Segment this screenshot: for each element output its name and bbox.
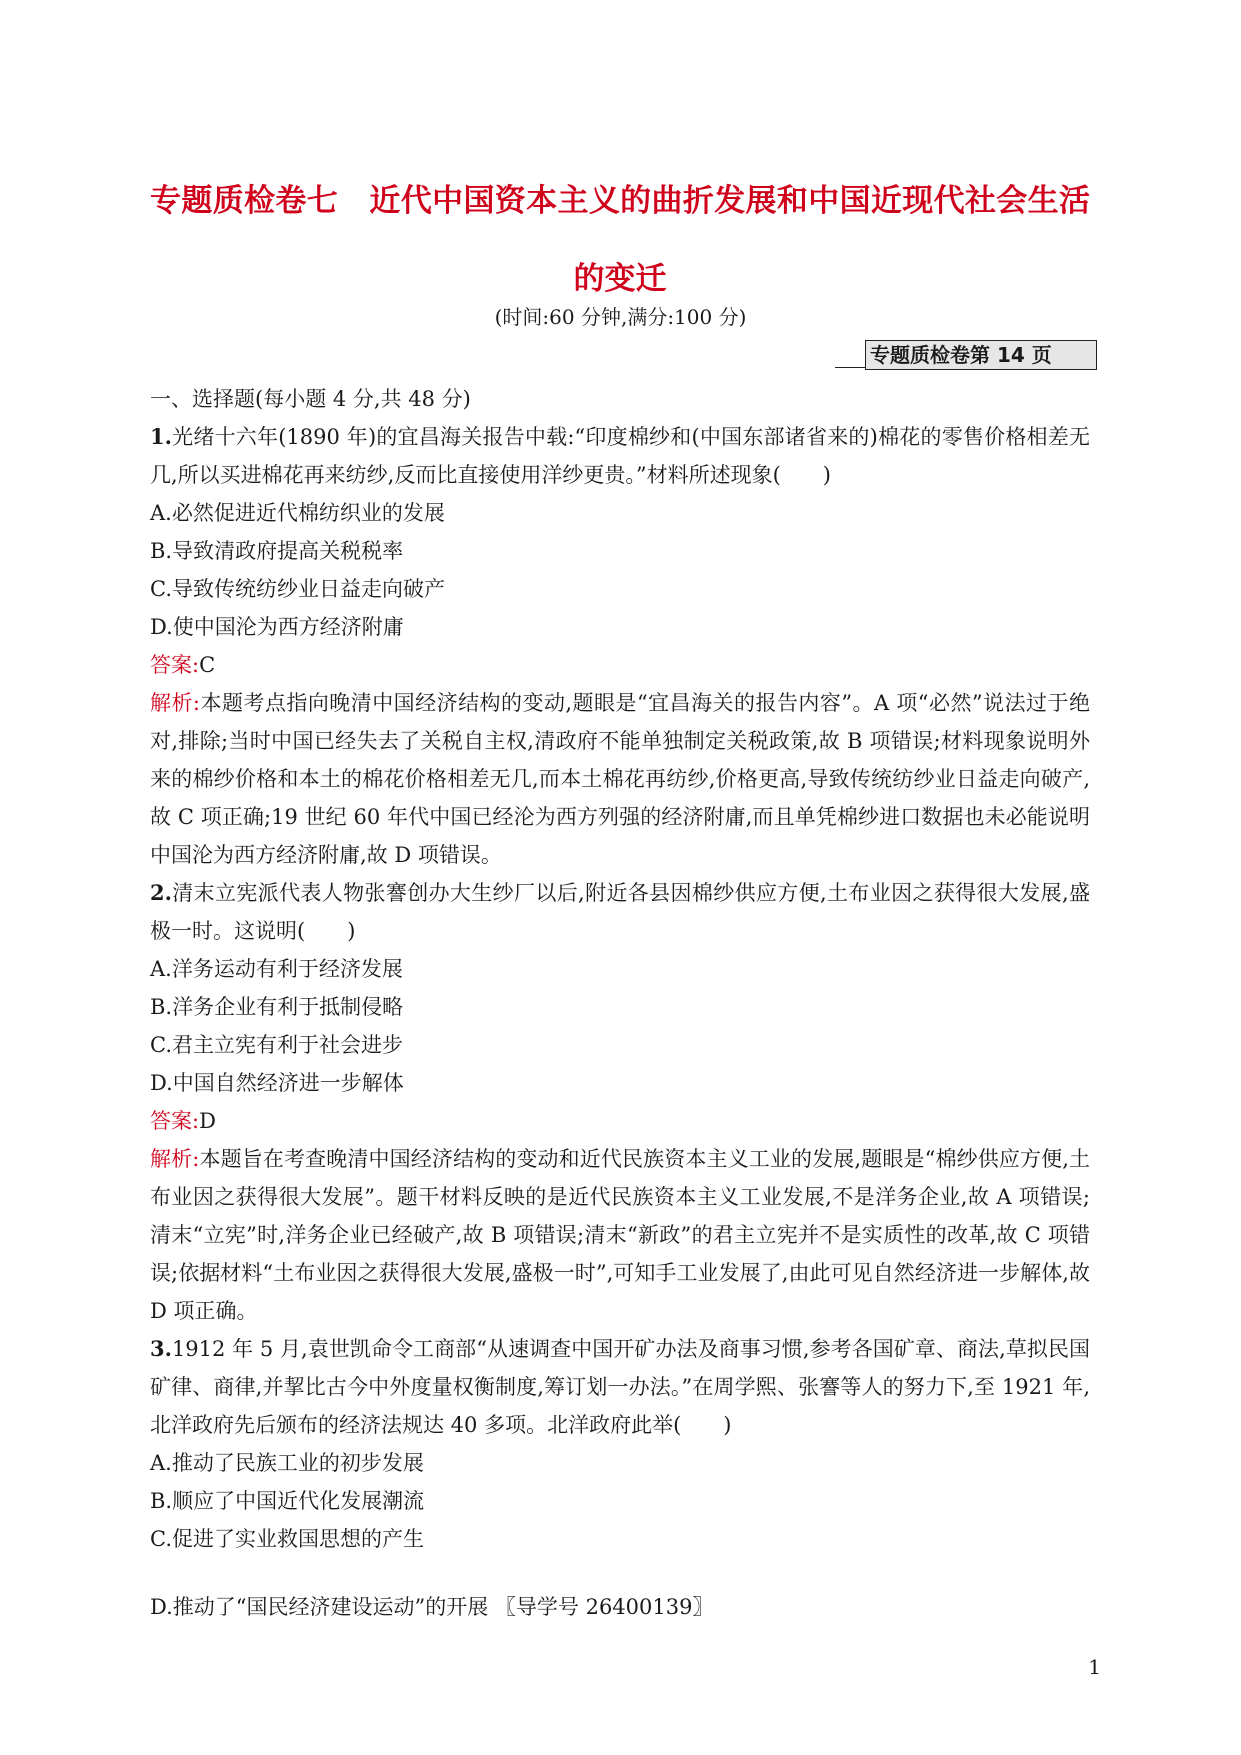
underline-decoration [835,367,865,368]
option-a: A.必然促进近代棉纺织业的发展 [150,501,445,525]
option-c: C.君主立宪有利于社会进步 [150,1033,403,1057]
exam-time-info: (时间:60 分钟,满分:100 分) [494,305,747,329]
question-number: 2. [150,880,172,905]
analysis-text: 本题考点指向晚清中国经济结构的变动,题眼是“宜昌海关的报告内容”。A 项“必然”说法过于绝对,排除;当时中国已经失去了关税自主权,清政府不能单独制定关税政策,故 B 项错误;材料现象说明外来的棉纱价格和本土的棉花价格相差无几,而本土棉花再纺纱,价格更高,导致传统纺纱业日益走向破产,故 C 项正确;19 世纪 60 年代中国已经沦为西方列强的经济附庸,而且单凭棉纱进口数据也未必能说明中国沦为西方经济附庸,故 D 项错误。 [150,691,1090,867]
question-stem [150,874,1090,950]
question-text: 1912 年 5 月,袁世凯命令工商部“从速调查中国开矿办法及商事习惯,参考各国矿章、商法,草拟民国矿律、商律,并挈比古今中外度量权衡制度,筹订划一办法。”在周学熙、张謇等人的努力下,至 1921 年,北洋政府先后颁布的经济法规达 40 多项。北洋政府此举( ) [150,1337,1090,1437]
option-b: B.导致清政府提高关税税率 [150,539,404,563]
question-number: 1. [150,424,172,449]
option-c: C.导致传统纺纱业日益走向破产 [150,577,445,601]
option-a: A.推动了民族工业的初步发展 [150,1451,424,1475]
question-text: 清末立宪派代表人物张謇创办大生纱厂以后,附近各县因棉纱供应方便,土布业因之获得很大发展,盛极一时。这说明( ) [150,881,1090,943]
analysis-label: 解析: [150,1147,200,1171]
page-title: 专题质检卷七 近代中国资本主义的曲折发展和中国近现代社会生活的变迁 [150,183,1090,297]
answer-value: C [199,653,216,677]
question-stem [150,1330,1090,1444]
question-number: 3. [150,1336,172,1361]
option-a: A.洋务运动有利于经济发展 [150,957,403,981]
option-b: B.洋务企业有利于抵制侵略 [150,995,404,1019]
page-reference-label: 专题质检卷第 14 页 [865,340,1097,370]
question-text: 光绪十六年(1890 年)的宜昌海关报告中载:“印度棉纱和(中国东部诸省来的)棉花的零售价格相差无几,所以买进棉花再来纺纱,反而比直接使用洋纱更贵。”材料所述现象( ) [150,425,1090,487]
answer-line [150,646,1090,684]
answer-value: D [199,1109,216,1133]
analysis-paragraph [150,684,1090,874]
analysis-text: 本题旨在考查晚清中国经济结构的变动和近代民族资本主义工业的发展,题眼是“棉纱供应方便,土布业因之获得很大发展”。题干材料反映的是近代民族资本主义工业发展,不是洋务企业,故 A 项错误;清末“立宪”时,洋务企业已经破产,故 B 项错误;清末“新政”的君主立宪并不是实质性的改革,故 C 项错误;依据材料“土布业因之获得很大发展,盛极一时”,可知手工业发展了,由此可见自然经济进一步解体,故 D 项正确。 [150,1147,1091,1323]
analysis-paragraph [150,1140,1090,1330]
option-d: D.使中国沦为西方经济附庸 [150,615,404,639]
option-c: C.促进了实业救国思想的产生 [150,1527,424,1551]
option-b: B.顺应了中国近代化发展潮流 [150,1489,425,1513]
question-stem [150,418,1090,494]
answer-label: 答案: [150,1109,200,1133]
analysis-label: 解析: [150,691,201,715]
answer-line [150,1102,1090,1140]
section-heading: 一、选择题(每小题 4 分,共 48 分) [150,387,471,411]
option-d: D.中国自然经济进一步解体 [150,1071,404,1095]
document-body [150,380,1090,1626]
page-number: 1 [1088,1655,1101,1679]
answer-label: 答案: [150,653,200,677]
option-d: D.推动了“国民经济建设运动”的开展 〖导学号 26400139〗 [150,1595,714,1619]
spacer [150,1558,1090,1588]
